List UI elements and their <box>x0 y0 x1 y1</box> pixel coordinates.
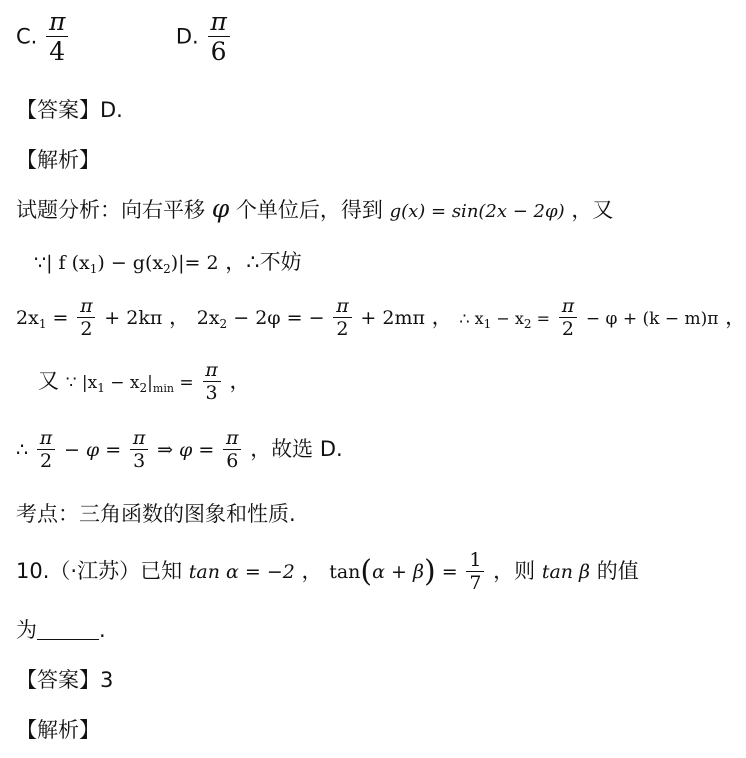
answer-blank <box>37 621 99 640</box>
kaodian-line: 考点：三角函数的图象和性质. <box>16 502 296 526</box>
analysis-line-5: ∴ $\frac{\pi}{2}$ − φ = $\frac{\pi}{3}$ ⇒ φ = $\frac{\pi}{6}$ ，故选 D. <box>16 427 343 472</box>
q10-line-2: 为 . <box>16 618 106 642</box>
options-row <box>16 8 232 65</box>
analysis-label-q10: 【解析】 <box>16 718 100 742</box>
analysis-line-4: 又 ∵ $|x_1 - x_2|_{min}$ = $\frac{\pi}{3}$ ， <box>38 359 251 404</box>
option-d-label: D. <box>175 24 199 49</box>
analysis-line-2: ∵| f $(x_1) - g(x_2)|= 2$ ，∴不妨 <box>34 250 302 276</box>
answer-line-q9 <box>16 94 123 124</box>
g-formula: g(x) = sin(2x − 2φ) <box>389 201 565 222</box>
analysis-label-q9: 【解析】 <box>16 148 100 172</box>
answer-line-q10: 【答案】3 <box>16 668 114 692</box>
option-c-label: C. <box>16 24 38 49</box>
answer-label: 【答案】 <box>16 98 100 122</box>
option-c-fraction: $\frac{\pi}{4}$ <box>46 8 68 65</box>
analysis-line-3: $2x_1$ = $\frac{\pi}{2}$ + 2kπ ， $2x_2 - 2\varphi$ = − $\frac{\pi}{2}$ + 2mπ ， ∴ $x_1 - x_2$ = $\frac{\pi}{2}$ − φ + (k − m)π ， <box>16 295 746 340</box>
answer-value: D. <box>100 98 123 122</box>
analysis-line-1: 试题分析：向右平移 φ 个单位后，得到 g(x) = sin(2x − 2φ) ，又 <box>16 194 614 223</box>
phi-symbol: φ <box>211 194 230 223</box>
option-d-fraction: $\frac{\pi}{6}$ <box>207 8 229 65</box>
q10-line-1: 10.（·江苏）已知 tan α = −2 ， tan(α + β) = $\frac{1}{7}$ ，则 tan β 的值 <box>16 549 639 594</box>
